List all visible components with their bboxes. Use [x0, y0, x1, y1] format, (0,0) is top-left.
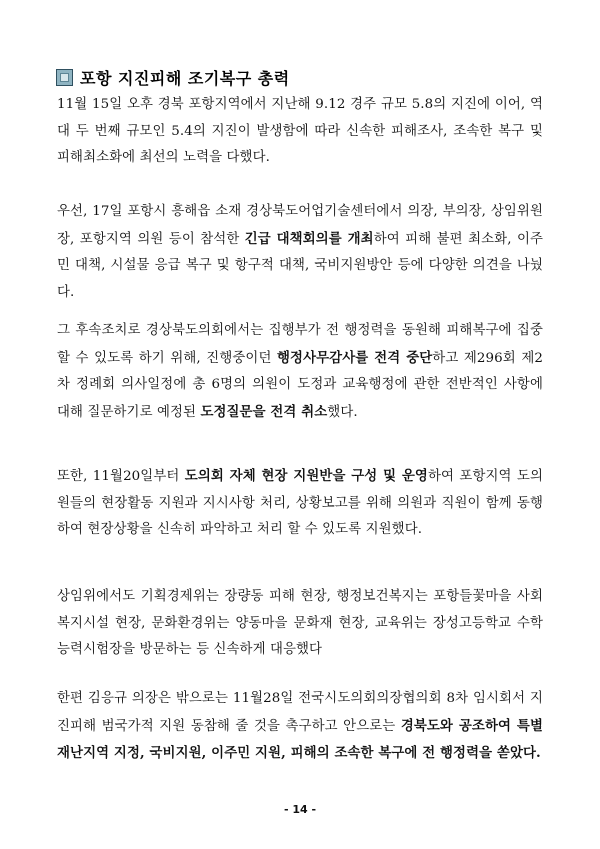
paragraph-1	[57, 92, 543, 172]
section-title: 포항 지진피해 조기복구 총력	[80, 69, 290, 88]
emphasized-text: 긴급 대책회의를 개최	[244, 230, 374, 247]
body-text: 또한, 11월20일부터	[57, 469, 185, 484]
emphasized-text: 도정질문을 전격 취소	[200, 403, 328, 420]
body-text: 우선, 17일 포항시 흥해읍 소재 경상북도어업기술센터에서 의장, 부의장, 상임위원장, 포항지역 의원 등이 참석한	[57, 204, 543, 247]
body-text: 11월 15일 오후 경북 포항지역에서 지난해 9.12 경주 규모 5.8의 지진에 이어, 역대 두 번째 규모인 5.4의 지진이 발생함에 따라 신속한 피해조사, 조속한 복구 및 피해최소화에 최선의 노력을 다했다.	[57, 97, 543, 165]
section-heading	[56, 66, 290, 89]
emphasized-text: 도의회 자체 현장 지원반을 구성 및 운영	[184, 468, 428, 484]
paragraph-3	[57, 318, 543, 426]
emphasized-text: 경북도와 공조하여 특별재난지역 지정, 국비지원, 이주민 지원, 피해의 조속한 복구에 전 행정력을 쏟았다.	[57, 717, 543, 761]
body-text: 하고 제296회 제2차 정례회 의사일정에 총 6명의 의원이 도정과 교육행정에 관한 전반적인 사항에 대해 질문하기로 예정된	[57, 350, 543, 420]
page-number: - 14 -	[283, 803, 317, 816]
emphasized-text: 행정사무감사를 전격 중단	[277, 349, 433, 366]
body-text: 했다.	[327, 404, 358, 420]
paragraph-5	[57, 584, 543, 664]
paragraph-2	[57, 199, 543, 306]
body-text: 하여 포항지역 도의원들의 현장활동 지원과 지시사항 처리, 상황보고를 위해 의원과 직원이 함께 동행하여 현장상황을 신속히 파악하고 처리 할 수 있도록 지원했다.	[57, 469, 543, 537]
body-text: 한편 김응규 의장은 밖으로는 11월28일 전국시도의회의장협의회 8차 임시회서 지진피해 범국가적 지원 동참해 줄 것을 촉구하고 안으로는	[57, 691, 543, 734]
square-bullet-icon	[56, 69, 73, 86]
body-text: 상임위에서도 기획경제위는 장량동 피해 현장, 행정보건복지는 포항들꽃마을 사회복지시설 현장, 문화환경위는 양동마을 문화재 현장, 교육위는 장성고등학교 수학능력시험장을 방문하는 등 신속하게 대응했다	[57, 589, 543, 657]
body-text: 그 후속조치로 경상북도의회에서는 집행부가 전 행정력을 동원해 피해복구에 집중할 수 있도록 하기 위해, 진행중이던	[57, 323, 543, 366]
body-text: 하여 피해 불편 최소화, 이주민 대책, 시설물 응급 복구 및 항구적 대책, 국비지원방안 등에 다양한 의견을 나눴다.	[57, 231, 544, 300]
paragraph-6	[57, 686, 543, 768]
paragraph-4	[57, 463, 543, 544]
